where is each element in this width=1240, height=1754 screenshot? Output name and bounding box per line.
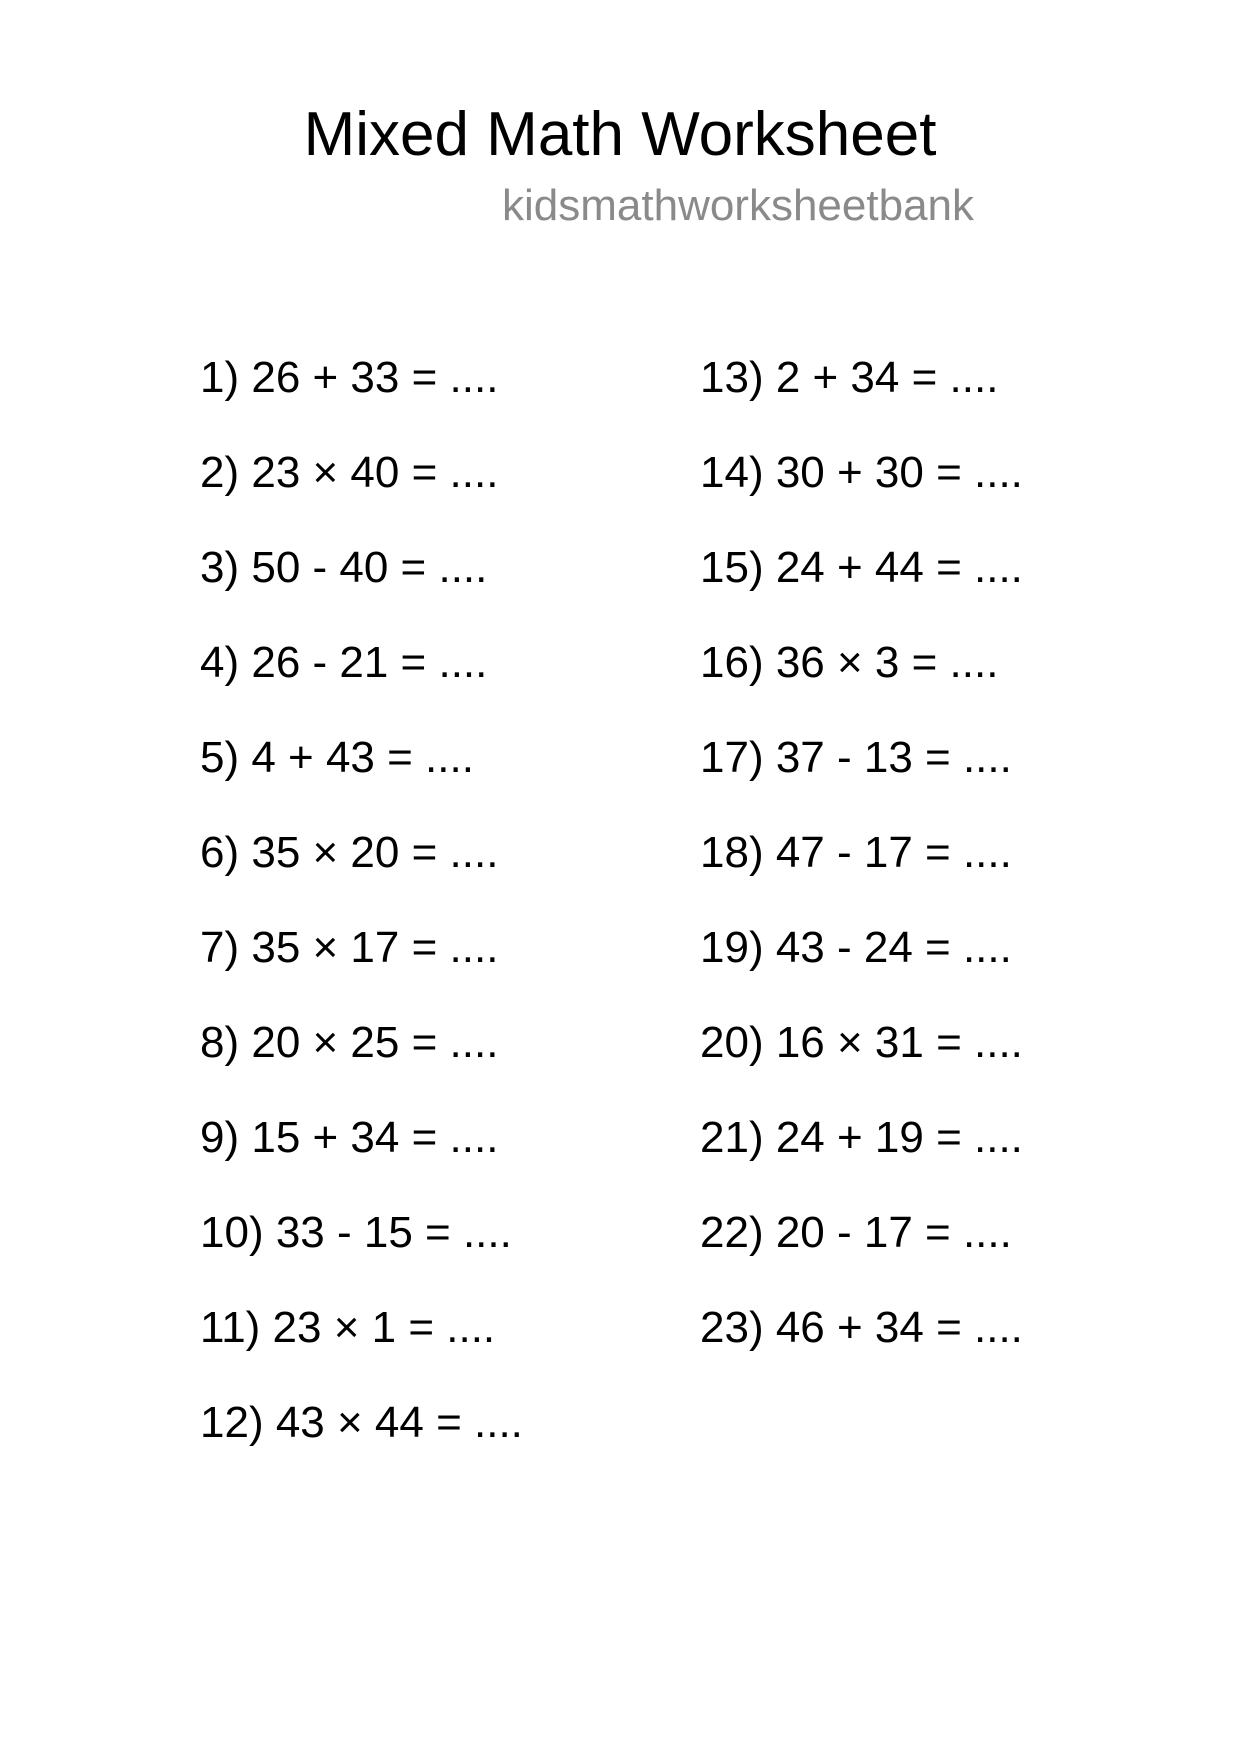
problem-column-left — [200, 348, 523, 1488]
problem-23: 23) 46 + 34 = .... — [700, 1303, 1023, 1352]
problem-15: 15) 24 + 44 = .... — [700, 543, 1023, 592]
worksheet-subtitle: kidsmathworksheetbank — [502, 181, 975, 230]
problem-13: 13) 2 + 34 = .... — [700, 353, 999, 402]
problem-9: 9) 15 + 34 = .... — [200, 1113, 499, 1162]
problem-7: 7) 35 × 17 = .... — [200, 923, 499, 972]
problem-19: 19) 43 - 24 = .... — [700, 923, 1012, 972]
problem-8: 8) 20 × 25 = .... — [200, 1018, 499, 1067]
problem-21: 21) 24 + 19 = .... — [700, 1113, 1023, 1162]
problem-column-right — [700, 348, 1023, 1393]
problem-12: 12) 43 × 44 = .... — [200, 1398, 523, 1447]
problem-17: 17) 37 - 13 = .... — [700, 733, 1012, 782]
problem-6: 6) 35 × 20 = .... — [200, 828, 499, 877]
problem-14: 14) 30 + 30 = .... — [700, 448, 1023, 497]
problem-22: 22) 20 - 17 = .... — [700, 1208, 1012, 1257]
problem-11: 11) 23 × 1 = .... — [200, 1303, 496, 1352]
problem-5: 5) 4 + 43 = .... — [200, 733, 474, 782]
problem-2: 2) 23 × 40 = .... — [200, 448, 499, 497]
problem-18: 18) 47 - 17 = .... — [700, 828, 1012, 877]
problem-16: 16) 36 × 3 = .... — [700, 638, 999, 687]
problem-1: 1) 26 + 33 = .... — [200, 353, 499, 402]
problem-10: 10) 33 - 15 = .... — [200, 1208, 512, 1257]
worksheet-title: Mixed Math Worksheet — [303, 100, 937, 169]
problem-3: 3) 50 - 40 = .... — [200, 543, 488, 592]
problem-4: 4) 26 - 21 = .... — [200, 638, 488, 687]
problem-20: 20) 16 × 31 = .... — [700, 1018, 1023, 1067]
